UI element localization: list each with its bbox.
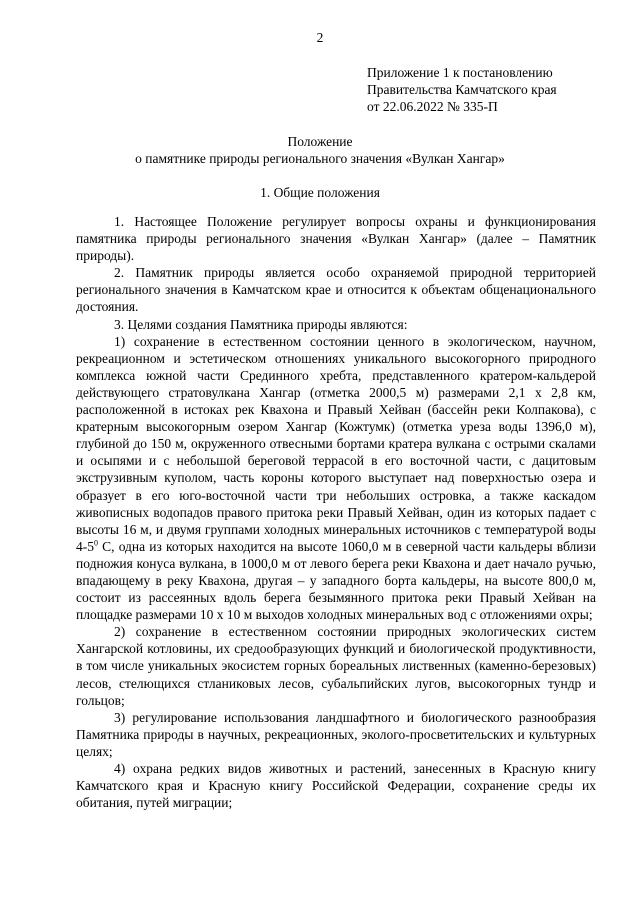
appendix-block <box>367 64 557 115</box>
degree-superscript: 0 <box>94 538 98 548</box>
document-title <box>0 133 640 167</box>
paragraph-2: 2. Памятник природы является особо охраняемой природной территорией регионального значения в Камчатском крае и относится к объектам общенационального достояния. <box>76 265 596 315</box>
paragraph-4-text-b: С, одна из которых находится на высоте 1060,0 м в северной части кальдеры вблизи подножия конуса вулкана, в 1000,0 м от левого берега реки Квахона и дает начало ручью, впадающему в реку Квахона, другая – у западного борта кальдеры, на высоте 800,0 м, состоит из рассеянных вдоль берега безымянного притока реки Правый Хейван на площадке размерами 10 х 10 м выходов холодных минеральных вод с отложениями охры; <box>76 538 596 623</box>
title-line-1: Положение <box>287 134 353 149</box>
page-number: 2 <box>316 30 324 45</box>
paragraph-1: 1. Настоящее Положение регулирует вопросы охраны и функционирования памятника природы регионального значения «Вулкан Хангар» (далее – Памятник природы). <box>76 214 596 264</box>
paragraph-6: 3) регулирование использования ландшафтного и биологического разнообразия Памятника природы в научных, рекреационных, эколого-просветительских и культурных целях; <box>76 709 596 759</box>
appendix-line-3: от 22.06.2022 № 335-П <box>367 99 498 114</box>
appendix-line-2: Правительства Камчатского края <box>367 82 557 97</box>
paragraph-3: 3. Целями создания Памятника природы являются: <box>114 316 408 332</box>
section-heading: 1. Общие положения <box>260 185 380 200</box>
document-body <box>76 213 596 811</box>
paragraph-4 <box>76 333 596 624</box>
paragraph-4-text-a: 1) сохранение в естественном состоянии ценного в экологическом, научном, рекреационном и эстетическом отношениях уникального высокогорного природного комплекса южной части Срединного хребта, представленного кратером-кальдерой действующего стратовулкана Хангар (отметка 2000,5 м) размерами 2,1 х 2,8 км, расположенной в истоках рек Квахона и Правый Хейван (бассейн реки Колпакова), с кратерным высокогорным озером Хангар (Кожтумк) (отметка уреза воды 1396,0 м), глубиной до 150 м, окруженного отвесными бортами кратера вулкана с острыми скалами и осыпями и с небольшой береговой террасой в его восточной части, с дацитовым экструзивным куполом, часть короны которого выступает над поверхностью озера и образует в его юго-восточной части три небольших островка, а также каскадом живописных водопадов правого притока реки Правый Хейван, один из которых падает с высоты 16 м, и двумя группами холодных минеральных источников с температурой воды 4-5 <box>76 333 596 554</box>
paragraph-5: 2) сохранение в естественном состоянии природных экологических систем Хангарской котловины, их средообразующих функций и биологической продуктивности, в том числе уникальных экосистем горных бореальных лиственных (каменно-березовых) лесов, стелющихся стланиковых лесов, субальпийских лугов, высокогорных тундр и гольцов; <box>76 624 596 708</box>
appendix-line-1: Приложение 1 к постановлению <box>367 65 553 80</box>
title-line-2: о памятнике природы регионального значения «Вулкан Хангар» <box>135 151 505 166</box>
paragraph-7: 4) охрана редких видов животных и растений, занесенных в Красную книгу Камчатского края и Красную книгу Российской Федерации, сохранение среды их обитания, путей миграции; <box>76 761 596 811</box>
